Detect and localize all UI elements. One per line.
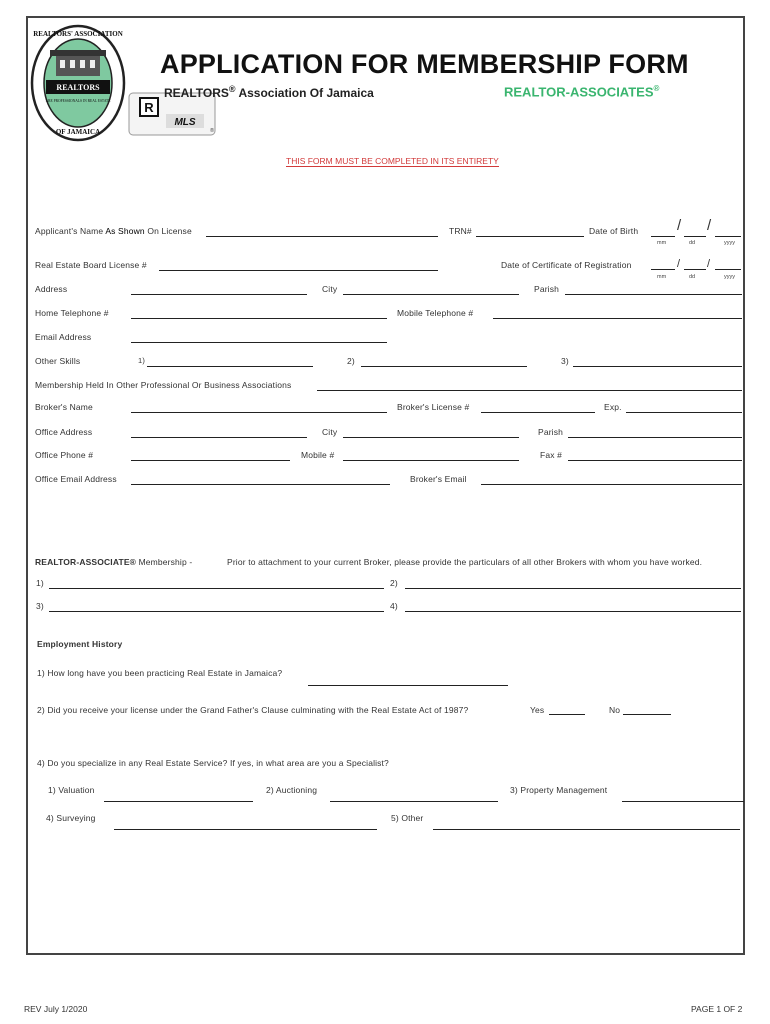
- question-1: 1) How long have you been practicing Real Estate in Jamaica?: [37, 668, 283, 678]
- prior-broker-1-number: 1): [36, 578, 44, 588]
- cert-mm-hint: mm: [657, 274, 667, 280]
- trn-label: TRN#: [449, 226, 472, 236]
- mobile-input[interactable]: [343, 460, 519, 461]
- no-label: No: [609, 705, 621, 715]
- question-2: 2) Did you receive your license under the Grand Father's Clause culminating with the Real Estate Act of 1987?: [37, 705, 469, 715]
- office-address-label: Office Address: [35, 427, 93, 437]
- question-4: 4) Do you specialize in any Real Estate Service? If yes, in what area are you a Specialist?: [37, 758, 389, 768]
- option-surveying-label: 4) Surveying: [46, 813, 96, 823]
- yes-input[interactable]: [549, 714, 585, 715]
- seal-tagline: ARE PROFESSIONALS IN REAL ESTATE: [45, 99, 111, 103]
- dob-mm-hint: mm: [657, 240, 667, 246]
- other-specialty-input[interactable]: [433, 829, 740, 830]
- office-email-input[interactable]: [131, 484, 390, 485]
- prior-broker-4-input[interactable]: [405, 611, 741, 612]
- office-parish-label: Parish: [538, 427, 563, 437]
- cert-dd-hint: dd: [689, 274, 696, 280]
- property-mgmt-input[interactable]: [622, 801, 744, 802]
- exp-label: Exp.: [604, 402, 622, 412]
- cert-mm-input[interactable]: [651, 269, 675, 270]
- parish-label: Parish: [534, 284, 559, 294]
- cert-date-label: Date of Certificate of Registration: [501, 260, 632, 270]
- membership-category: REALTOR-ASSOCIATES®: [504, 84, 660, 100]
- board-license-input[interactable]: [159, 270, 438, 271]
- address-input[interactable]: [131, 294, 307, 295]
- svg-text:R: R: [144, 100, 154, 115]
- skill-2-number: 2): [347, 356, 355, 366]
- association-name: REALTORS® Association Of Jamaica: [164, 84, 374, 100]
- mobile-tel-input[interactable]: [493, 318, 742, 319]
- page-number: PAGE 1 OF 2: [691, 1004, 743, 1014]
- other-skills-label: Other Skills: [35, 356, 81, 366]
- revision-date: REV July 1/2020: [24, 1004, 88, 1014]
- prior-broker-3-number: 3): [36, 601, 44, 611]
- ra-membership-label: REALTOR-ASSOCIATE® Membership -: [35, 557, 193, 567]
- home-tel-input[interactable]: [131, 318, 387, 319]
- broker-license-label: Broker's License #: [397, 402, 470, 412]
- mobile-label: Mobile #: [301, 450, 335, 460]
- mobile-tel-label: Mobile Telephone #: [397, 308, 474, 318]
- office-phone-label: Office Phone #: [35, 450, 94, 460]
- cert-yyyy-input[interactable]: [715, 269, 741, 270]
- prior-broker-2-number: 2): [390, 578, 398, 588]
- skill-3-input[interactable]: [573, 366, 742, 367]
- cert-dd-input[interactable]: [684, 269, 706, 270]
- home-tel-label: Home Telephone #: [35, 308, 109, 318]
- valuation-input[interactable]: [104, 801, 253, 802]
- broker-email-label: Broker's Email: [410, 474, 467, 484]
- dob-yyyy-hint: yyyy: [724, 240, 735, 246]
- dob-dd-hint: dd: [689, 240, 696, 246]
- broker-email-input[interactable]: [481, 484, 742, 485]
- page-title: APPLICATION FOR MEMBERSHIP FORM: [160, 49, 689, 79]
- years-practicing-input[interactable]: [308, 685, 508, 686]
- prior-broker-1-input[interactable]: [49, 588, 384, 589]
- skill-3-number: 3): [561, 356, 569, 366]
- seal-center-text: REALTORS: [56, 83, 100, 92]
- employment-heading: Employment History: [37, 639, 123, 649]
- prior-broker-2-input[interactable]: [405, 588, 741, 589]
- auctioning-input[interactable]: [330, 801, 498, 802]
- no-input[interactable]: [623, 714, 671, 715]
- office-city-input[interactable]: [343, 437, 519, 438]
- cert-yyyy-hint: yyyy: [724, 274, 735, 280]
- address-label: Address: [35, 284, 68, 294]
- fax-label: Fax #: [540, 450, 563, 460]
- office-parish-input[interactable]: [568, 437, 742, 438]
- applicant-name-input[interactable]: [206, 236, 438, 237]
- board-license-label: Real Estate Board License #: [35, 260, 147, 270]
- surveying-input[interactable]: [114, 829, 377, 830]
- dob-dd-input[interactable]: [684, 236, 706, 237]
- realtors-association-seal-logo: [30, 24, 126, 142]
- email-input[interactable]: [131, 342, 387, 343]
- skill-1-input[interactable]: [147, 366, 313, 367]
- prior-broker-4-number: 4): [390, 601, 398, 611]
- skill-2-input[interactable]: [361, 366, 527, 367]
- exp-input[interactable]: [626, 412, 742, 413]
- yes-label: Yes: [530, 705, 545, 715]
- office-email-label: Office Email Address: [35, 474, 117, 484]
- office-city-label: City: [322, 427, 338, 437]
- seal-top-text: REALTORS' ASSOCIATION: [33, 30, 123, 38]
- broker-license-input[interactable]: [481, 412, 595, 413]
- membership-other-input[interactable]: [317, 390, 742, 391]
- dob-yyyy-input[interactable]: [715, 236, 741, 237]
- option-valuation-label: 1) Valuation: [48, 785, 95, 795]
- option-property-mgmt-label: 3) Property Management: [510, 785, 608, 795]
- mls-reg-mark: ®: [210, 128, 215, 134]
- completion-notice: THIS FORM MUST BE COMPLETED IN ITS ENTIRETY: [286, 156, 499, 166]
- city-label: City: [322, 284, 338, 294]
- mls-text: MLS: [174, 117, 196, 128]
- membership-other-label: Membership Held In Other Professional Or Business Associations: [35, 380, 292, 390]
- email-label: Email Address: [35, 332, 92, 342]
- dob-mm-input[interactable]: [651, 236, 675, 237]
- fax-input[interactable]: [568, 460, 742, 461]
- ra-instruction: Prior to attachment to your current Broker, please provide the particulars of all other Brokers with whom you have worked.: [227, 557, 703, 567]
- skill-1-number: 1): [138, 356, 145, 365]
- option-auctioning-label: 2) Auctioning: [266, 785, 318, 795]
- broker-name-input[interactable]: [131, 412, 387, 413]
- dob-label: Date of Birth: [589, 226, 639, 236]
- applicant-name-label: Applicant's Name As Shown On License: [35, 226, 192, 236]
- office-phone-input[interactable]: [131, 460, 290, 461]
- option-other-label: 5) Other: [391, 813, 424, 823]
- office-address-input[interactable]: [131, 437, 307, 438]
- broker-name-label: Broker's Name: [35, 402, 93, 412]
- city-input[interactable]: [343, 294, 519, 295]
- seal-bottom-text: OF JAMAICA: [55, 128, 101, 136]
- trn-input[interactable]: [476, 236, 584, 237]
- parish-input[interactable]: [565, 294, 742, 295]
- prior-broker-3-input[interactable]: [49, 611, 384, 612]
